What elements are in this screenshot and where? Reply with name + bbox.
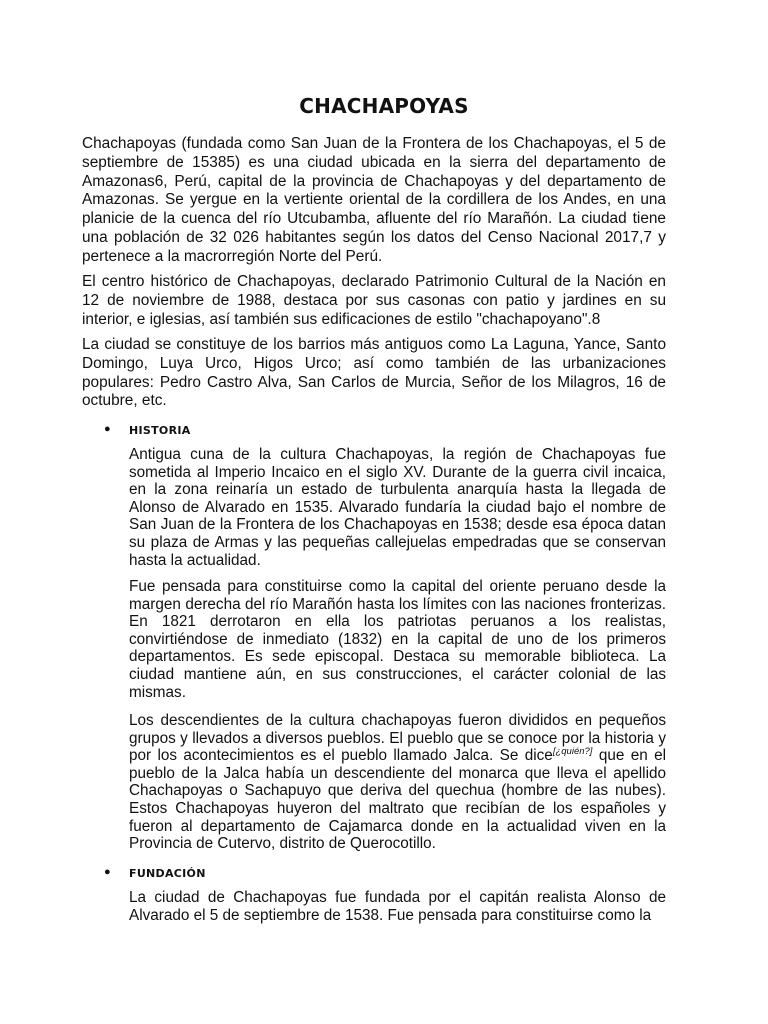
fundacion-paragraph-1: La ciudad de Chachapoyas fue fundada por el capitán realista Alonso de Alvarado el 5 de septiembre de 1538. Fue pensada para constituirse como la: [129, 889, 666, 924]
historia-paragraph-3: [129, 712, 666, 853]
citation-needed-link[interactable]: [¿quién?]: [552, 746, 593, 758]
historia-paragraph-2: Fue pensada para constituirse como la capital del oriente peruano desde la margen derecha del río Marañón hasta los límites con las naciones fronterizas. En 1821 derrotaron en ella los patriotas peruanos a los realistas, convirtiéndose de inmediato (1832) en la capital de uno de los primeros departamentos. Es sede episcopal. Destaca su memorable biblioteca. La ciudad mantiene aún, en sus construcciones, el carácter colonial de las mismas.: [129, 578, 666, 701]
bullet-icon: ●: [104, 423, 111, 435]
document-title: CHACHAPOYAS: [299, 94, 469, 118]
section-heading-historia: HISTORIA: [129, 424, 191, 437]
intro-paragraph-3: La ciudad se constituye de los barrios más antiguos como La Laguna, Yance, Santo Domingo, Luya Urco, Higos Urco; así como también de las urbanizaciones populares: Pedro Castro Alva, San Carlos de Murcia, Señor de los Milagros, 16 de octubre, etc.: [82, 336, 666, 410]
intro-paragraph-2: El centro histórico de Chachapoyas, declarado Patrimonio Cultural de la Nación en 12 de noviembre de 1988, destaca por sus casonas con patio y jardines en su interior, e iglesias, así también sus edificaciones de estilo "chachapoyano".8: [82, 273, 666, 328]
bullet-icon: ●: [104, 866, 111, 878]
historia-paragraph-3-text-a: Los descendientes de la cultura chachapoyas fueron divididos en pequeños grupos y llevados a diversos pueblos. El pueblo que se conoce por la historia y por los acontecimientos es el pueblo llamado Jalca. Se dice: [129, 712, 666, 765]
intro-paragraph-1: Chachapoyas (fundada como San Juan de la Frontera de los Chachapoyas, el 5 de septiembre de 15385) es una ciudad ubicada en la sierra del departamento de Amazonas6, Perú, capital de la provincia de Chachapoyas y del departamento de Amazonas. Se yergue en la vertiente oriental de la cordillera de los Andes, en una planicie de la cuenca del río Utcubamba, afluente del río Marañón. La ciudad tiene una población de 32 026 habitantes según los datos del Censo Nacional 2017,7 y pertenece a la macrorregión Norte del Perú.: [82, 135, 666, 265]
section-heading-fundacion: FUNDACIÓN: [129, 867, 206, 880]
historia-paragraph-1: Antigua cuna de la cultura Chachapoyas, la región de Chachapoyas fue sometida al Imperio Incaico en el siglo XV. Durante de la guerra civil incaica, en la zona reinaría un estado de turbulenta anarquía hasta la llegada de Alonso de Alvarado en 1535. Alvarado fundaría la ciudad bajo el nombre de San Juan de la Frontera de los Chachapoyas en 1538; desde esa época datan su plaza de Armas y las pequeñas callejuelas empedradas que se conservan hasta la actualidad.: [129, 446, 666, 569]
historia-paragraph-3-text-b: que en el pueblo de la Jalca había un descendiente del monarca que lleva el apellido Chachapoyas o Sachapuyo que deriva del quechua (hombre de las nubes). Estos Chachapoyas huyeron del maltrato que recibían de los españoles y fueron al departamento de Cajamarca donde en la actualidad viven en la Provincia de Cutervo, distrito de Querocotillo.: [129, 747, 667, 853]
